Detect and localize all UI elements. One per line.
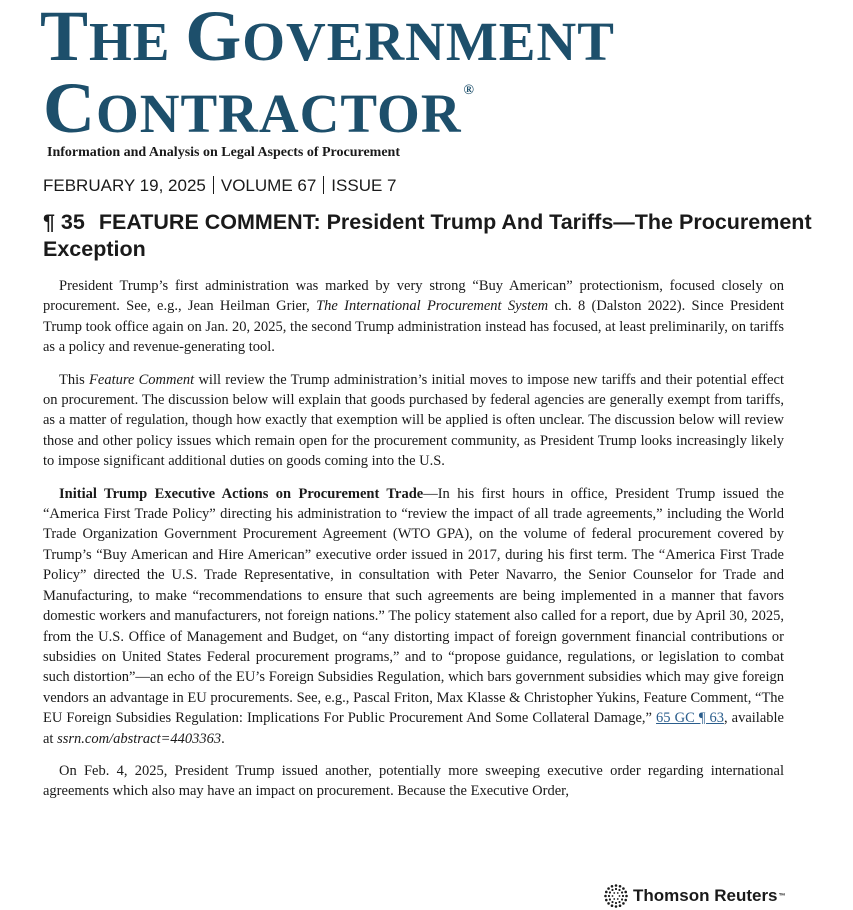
- issue-number: ISSUE 7: [331, 176, 397, 195]
- issue-info: [43, 176, 397, 196]
- issue-separator: [323, 176, 324, 194]
- paragraph-number: ¶ 35: [43, 210, 85, 234]
- trademark: ™: [778, 892, 786, 900]
- registered-mark: ®: [463, 83, 476, 98]
- masthead-title-line1: THE GOVERNMENT: [40, 0, 615, 76]
- body-paragraph-3: Initial Trump Executive Actions on Procurement Trade—In his first hours in office, President Trump issued the “America First Trade Policy” directing his administration to “review the impact of all trade agreements,” including the World Trade Organization Government Procurement Agreement (WTO GPA), on the volume of federal procurement covered by Trump’s “Buy American and Hire American” executive order issued in 2017, during his first term. The “America First Trade Policy” directed the U.S. Trade Representative, in consultation with Peter Navarro, the Senior Counselor for Trade and Manufacturing, to make “recommendations to ensure that such agreements are being implemented in a manner that favors domestic workers and manufacturers, not foreign nations.” The policy statement also called for a report, due by April 30, 2025, from the U.S. Office of Management and Budget, on “any distorting impact of foreign government financial contributions or subsidies on United States Federal procurement programs,” and to “propose guidance, regulations, or legislation to combat such distortion”—an echo of the EU’s Foreign Subsidies Regulation, which bars government subsidies which may give foreign vendors an advantage in EU procurements. See, e.g., Pascal Friton, Max Klasse & Christopher Yukins, Feature Comment, “The EU Foreign Subsidies Regulation: Implications For Public Procurement And Some Collateral Damage,” 65 GC ¶ 63, available at ssrn.com/abstract=4403363.: [43, 485, 784, 747]
- body-paragraph-1: President Trump’s first administration was marked by very strong “Buy American” protectionism, focused closely on procurement. See, e.g., Jean Heilman Grier, The International Procurement System ch. 8 (Dalston 2022). Since President Trump took office again on Jan. 20, 2025, the second Trump administration instead has focused, at least preliminarily, on tariffs as a policy and revenue-generating tool.: [43, 278, 784, 356]
- issue-volume: VOLUME 67: [220, 176, 317, 195]
- thomson-reuters-dot-ring-icon: [604, 884, 628, 908]
- body-paragraph-2: This Feature Comment will review the Trump administration’s initial moves to impose new tariffs and their potential effect on procurement. The discussion below will explain that goods purchased by federal agencies are generally exempt from tariffs, as a matter of regulation, though how exactly that exemption will be applied is often unclear. The discussion below will review those and other policy issues which remain open for the procurement community, as President Trump looks increasingly likely to impose significant additional duties on goods coming into the U.S.: [43, 371, 784, 470]
- body-paragraph-4: On Feb. 4, 2025, President Trump issued another, potentially more sweeping executive order regarding international agreements which also may have an impact on procurement. Because the Executive Order,: [43, 762, 784, 800]
- article-body: [43, 276, 784, 814]
- article-headline: [43, 209, 813, 263]
- thomson-reuters-logo: [604, 884, 786, 908]
- masthead-tagline: Information and Analysis on Legal Aspects of Procurement: [47, 145, 400, 160]
- issue-separator: [213, 176, 214, 194]
- issue-date: FEBRUARY 19, 2025: [43, 176, 206, 195]
- brand-name: Thomson Reuters: [633, 886, 778, 905]
- masthead-title-line2: CONTRACTOR ®: [43, 68, 476, 148]
- headline-title: FEATURE COMMENT: President Trump And Tariffs—The Procurement Exception: [43, 210, 812, 261]
- citation-link[interactable]: 65 GC ¶ 63: [656, 710, 724, 727]
- section-runin-heading: Initial Trump Executive Actions on Procurement Trade: [59, 485, 424, 502]
